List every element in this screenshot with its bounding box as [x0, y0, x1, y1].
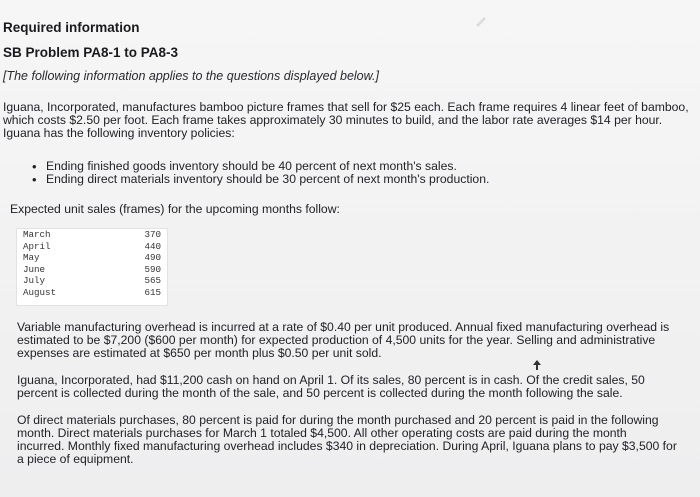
sales-month-cell: March: [23, 229, 51, 240]
sales-row: [17, 229, 167, 241]
sales-units-cell: 615: [144, 286, 161, 298]
sales-month-cell: April: [23, 240, 51, 252]
sales-row: [17, 264, 167, 276]
sales-units-cell: 565: [144, 275, 161, 287]
sales-units-cell: 490: [144, 252, 161, 264]
overhead-paragraph: Variable manufacturing overhead is incurred at a rate of $0.40 per unit produced. Annual fixed manufacturing overhead is estimated to be $7,200 ($600 per month) for expected production of 4,500 units for the year. Selling and administrative expenses are estimated at $650 per month plus $0.50 per unit sold.: [17, 320, 670, 360]
required-information-heading: Required information: [3, 20, 140, 35]
sales-units-cell: 440: [144, 240, 161, 252]
sales-month-cell: July: [23, 275, 46, 287]
applies-note: [The following information applies to the questions displayed below.]: [3, 69, 379, 83]
sales-month-cell: June: [23, 263, 46, 275]
problem-title: SB Problem PA8-1 to PA8-3: [3, 45, 179, 60]
expected-sales-label: Expected unit sales (frames) for the upcoming months follow:: [10, 202, 340, 216]
cash-paragraph: Iguana, Incorporated, had $11,200 cash on hand on April 1. Of its sales, 80 percent is in cash. Of the credit sales, 50 percent is collected during the month of the sale, and 50 percent is collected during the month following the sale.: [17, 373, 645, 400]
sales-row: [17, 287, 167, 299]
sales-month-cell: May: [23, 252, 40, 264]
sales-row: [17, 241, 167, 253]
expected-sales-table: [16, 228, 168, 306]
intro-paragraph: Iguana, Incorporated, manufactures bamboo picture frames that sell for $25 each. Each frame requires 4 linear feet of bamboo, which costs $2.50 per foot. Each frame takes approximately 30 minutes to build, and the labor rate averages $14 per hour. Iguana has the following inventory policies:: [3, 100, 689, 140]
policy-item: • Ending finished goods inventory should be 40 percent of next month's sales.: [30, 160, 489, 173]
sales-row: [17, 252, 167, 264]
purchases-paragraph: Of direct materials purchases, 80 percent is paid for during the month purchased and 20 percent is paid in the following month. Direct materials purchases for March 1 totaled $4,500. All other operating costs are paid during the month incurred. Monthly fixed manufacturing overhead includes $340 in depreciation. During April, Iguana plans to pay $3,500 for a piece of equipment.: [17, 413, 677, 466]
mouse-cursor-icon: [533, 360, 541, 370]
sales-units-cell: 370: [144, 229, 161, 240]
sales-units-cell: 590: [144, 263, 161, 275]
pencil-mark-icon: [474, 14, 488, 28]
inventory-policy-list: [30, 160, 489, 186]
sales-row: [17, 275, 167, 287]
sales-month-cell: August: [23, 286, 57, 298]
policy-item: • Ending direct materials inventory should be 30 percent of next month's production.: [30, 173, 489, 186]
